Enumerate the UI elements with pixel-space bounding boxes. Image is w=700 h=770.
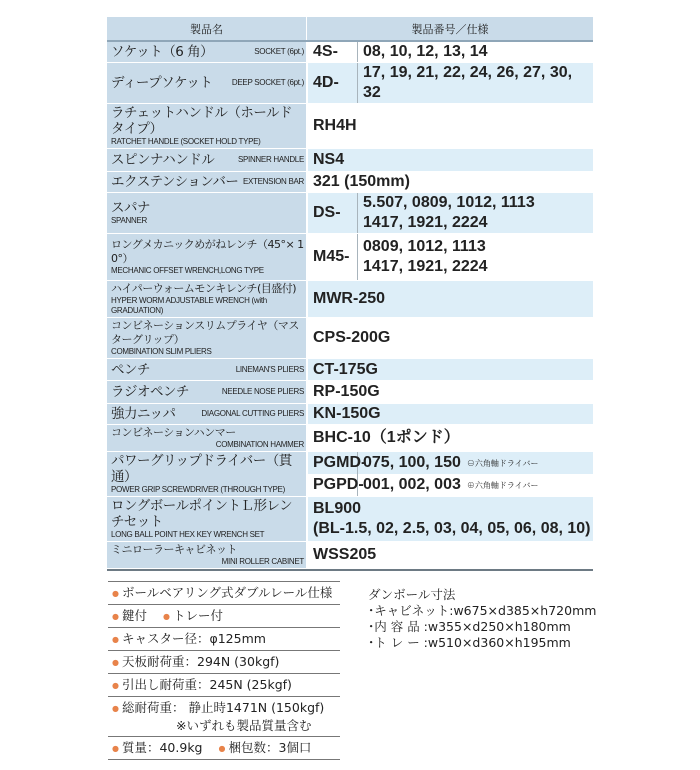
spec-line [308,474,593,496]
table-row [107,172,593,193]
product-name-en: NEEDLE NOSE PLIERS [221,387,304,396]
product-value: (BL-1.5, 02, 2.5, 03, 04, 05, 06, 08, 10) [313,520,591,537]
product-name-jp: ペンチ [111,361,150,378]
carton-line: ･ト レ ー :w510×d360×h195mm [368,635,571,650]
spec-text: 引出し耐荷重：245N (25kgf) [121,677,292,692]
product-name-cell [107,234,308,280]
table-row [107,318,593,359]
product-name-jp: エクステンションバー [111,174,239,190]
spec-line [308,281,593,317]
product-name-en: SPINNER HANDLE [237,155,304,164]
product-values [358,475,461,495]
spec-line [308,404,593,424]
product-spec-cell [308,404,593,424]
spec-item [108,650,340,673]
product-values [308,360,378,380]
spec-item [108,581,340,604]
product-name-cell [107,381,308,403]
spec-line [308,497,593,541]
product-value: 0809, 1012, 1113 [363,238,486,255]
carton-line: ･内 容 品 :w355×d250×h180mm [368,619,571,634]
product-code: 4S- [308,42,358,62]
product-value: 5.507, 0809, 1012, 1113 [363,194,535,211]
product-spec-cell [308,497,593,541]
spec-line [308,452,593,474]
bullet-icon: ● [112,589,119,598]
product-value: 1417, 1921, 2224 [363,214,488,231]
bullet-icon: ● [112,635,119,644]
spec-line [308,172,593,192]
product-name-jp: コンビネーションハンマー [111,426,236,439]
product-code: PGMD- [308,452,358,474]
spec-text: 質量：40.9kg [121,740,203,755]
table-row [107,542,593,569]
spec-item [108,604,340,627]
product-name-jp: コンビネーションスリムプライヤ（マスターグリップ） [111,319,299,346]
product-name-en: HYPER WORM ADJUSTABLE WRENCH (with GRADUATION) [111,296,267,315]
product-name-en: DIAGONAL CUTTING PLIERS [201,409,304,418]
product-values [308,289,385,309]
product-name-cell [107,104,308,148]
spec-line [308,425,593,451]
carton-line: ･キャビネット:w675×d385×h720mm [368,603,597,618]
product-value: RP-150G [313,383,380,400]
product-value: NS4 [313,151,345,168]
product-values [308,382,380,402]
spec-text: ボールベアリング式ダブルレール仕様 [121,585,333,600]
product-code: 4D- [308,63,358,103]
product-name-jp: スパナ [111,200,150,216]
product-name-jp: ミニローラーキャビネット [111,543,237,556]
bullet-icon: ● [112,744,119,753]
product-name-en: SPANNER [111,216,147,225]
bottom-section [108,581,700,760]
product-spec-cell [308,425,593,451]
product-name-jp: ラジオペンチ [111,384,189,400]
product-name-en: EXTENSION BAR [242,177,304,186]
product-table [107,17,593,571]
product-name-jp: スピンナハンドル [111,152,215,168]
product-name-jp: パワーグリップドライバー（貫通） [111,453,292,485]
header-product-name: 製品名 [107,17,307,40]
table-row [107,404,593,425]
product-values [308,428,460,448]
product-spec-cell [308,381,593,403]
product-spec-cell [308,281,593,317]
spec-line [308,42,593,62]
product-name-cell [107,425,308,451]
product-value: 001, 002, 003 [363,476,461,493]
spec-line [308,381,593,403]
product-values [308,116,357,136]
product-spec-cell [308,234,593,280]
spec-text: 梱包数：3個口 [228,740,312,755]
product-name-jp: ロングメカニックめがねレンチ（45°× 10°） [111,238,304,265]
carton-dimensions [368,587,596,760]
product-code: M45- [308,234,358,280]
product-name-cell [107,359,308,380]
table-row [107,104,593,149]
product-code: DS- [308,193,358,233]
product-name-cell [107,149,308,171]
product-name-cell [107,42,308,62]
spec-text: 天板耐荷重：294N (30kgf) [121,654,280,669]
spec-list [108,581,340,760]
bullet-icon: ● [112,704,119,713]
product-name-jp: ハイパーウォームモンキレンチ(目盛付) [111,282,297,295]
product-name-jp: ディープソケット [111,75,213,91]
spec-line [308,318,593,358]
spec-text: 鍵付 [121,608,147,623]
product-value: CPS-200G [313,329,391,346]
product-name-cell [107,404,308,424]
product-name-en: COMBINATION SLIM PLIERS [111,347,212,356]
product-name-en: COMBINATION HAMMER [215,440,304,449]
product-value: 1417, 1921, 2224 [363,258,488,275]
product-name-jp: ソケット（6 角） [111,44,214,60]
product-values [308,328,390,348]
product-spec-cell [308,359,593,380]
spec-line [308,359,593,380]
table-row [107,234,593,281]
product-values [358,237,488,277]
table-row [107,497,593,542]
spec-text: キャスター径：φ125mm [121,631,266,646]
product-name-cell [107,452,308,496]
product-spec-cell [308,42,593,62]
product-values [308,545,376,565]
product-value: 075, 100, 150 [363,454,461,471]
table-row [107,63,593,104]
product-note: ⊖六角軸ドライバー [466,458,539,468]
product-name-cell [107,281,308,317]
product-values [308,404,381,424]
product-code: PGPD- [308,474,358,496]
product-name-en: LINEMAN'S PLIERS [235,364,304,374]
spec-item [108,627,340,650]
table-row [107,359,593,381]
spec-line [308,234,593,280]
table-row [107,149,593,172]
product-name-cell [107,172,308,192]
spec-line [308,193,593,233]
product-name-jp: 強力ニッパ [111,406,176,422]
product-values [358,63,593,103]
product-value: 321 (150mm) [313,173,410,190]
product-spec-cell [308,452,593,496]
product-value: BHC-10（1ポンド） [313,429,460,446]
bullet-icon: ● [112,658,119,667]
product-name-en: LONG BALL POINT HEX KEY WRENCH SET [111,530,265,539]
product-name-en: SOCKET (6pt.) [254,47,304,56]
table-row [107,452,593,497]
product-values [308,150,344,170]
product-spec-cell [308,542,593,568]
product-name-jp: ロングボールポイントＬ形レンチセット [111,498,293,530]
table-row [107,281,593,318]
product-values [308,172,410,192]
product-value: RH4H [313,117,357,134]
product-name-cell [107,318,308,358]
table-row [107,381,593,404]
table-row [107,42,593,63]
spec-item [108,736,340,760]
bullet-icon: ● [163,612,170,621]
spec-line [308,63,593,103]
spec-item [108,673,340,696]
spec-text: トレー付 [172,608,223,623]
spec-text: 総耐荷重： 静止時1471N (150kgf) [121,700,325,715]
product-value: WSS205 [313,546,377,563]
product-name-en: RATCHET HANDLE (SOCKET HOLD TYPE) [111,137,261,146]
product-value: KN-150G [313,405,381,422]
bullet-icon: ● [112,612,119,621]
spec-line [308,104,593,148]
header-product-spec: 製品番号／仕様 [411,22,489,36]
product-name-cell [107,193,308,233]
spec-note: ※いずれも製品質量含む [176,718,312,733]
product-value: MWR-250 [313,290,386,307]
product-name-en: DEEP SOCKET (6pt.) [231,78,304,87]
product-name-en: POWER GRIP SCREWDRIVER (THROUGH TYPE) [111,485,285,494]
product-name-cell [107,497,308,541]
carton-title: ダンボール寸法 [368,587,456,602]
table-header [107,17,593,42]
table-row [107,425,593,452]
product-spec-cell [308,149,593,171]
product-name-en: MINI ROLLER CABINET [221,557,304,566]
product-spec-cell [308,172,593,192]
product-name-cell [107,63,308,103]
product-note: ⊕六角軸ドライバー [466,480,539,490]
product-name-jp: ラチェットハンドル（ホールドタイプ） [111,105,293,137]
product-name-en: MECHANIC OFFSET WRENCH,LONG TYPE [111,266,264,275]
product-spec-cell [308,63,593,103]
bullet-icon: ● [112,681,119,690]
bullet-icon: ● [218,744,226,753]
product-value: 08, 10, 12, 13, 14 [363,43,488,60]
product-spec-cell [308,104,593,148]
product-value: 17, 19, 21, 22, 24, 26, 27, 30, 32 [363,64,573,101]
product-values [358,42,488,62]
product-values [358,453,461,473]
table-row [107,193,593,234]
product-values [308,499,591,539]
product-value: BL900 [313,500,362,517]
product-values [358,193,535,233]
spec-item [108,696,340,736]
spec-line [308,149,593,171]
spec-line [308,542,593,568]
product-value: CT-175G [313,360,378,378]
product-name-cell [107,542,308,568]
product-spec-cell [308,318,593,358]
product-spec-cell [308,193,593,233]
